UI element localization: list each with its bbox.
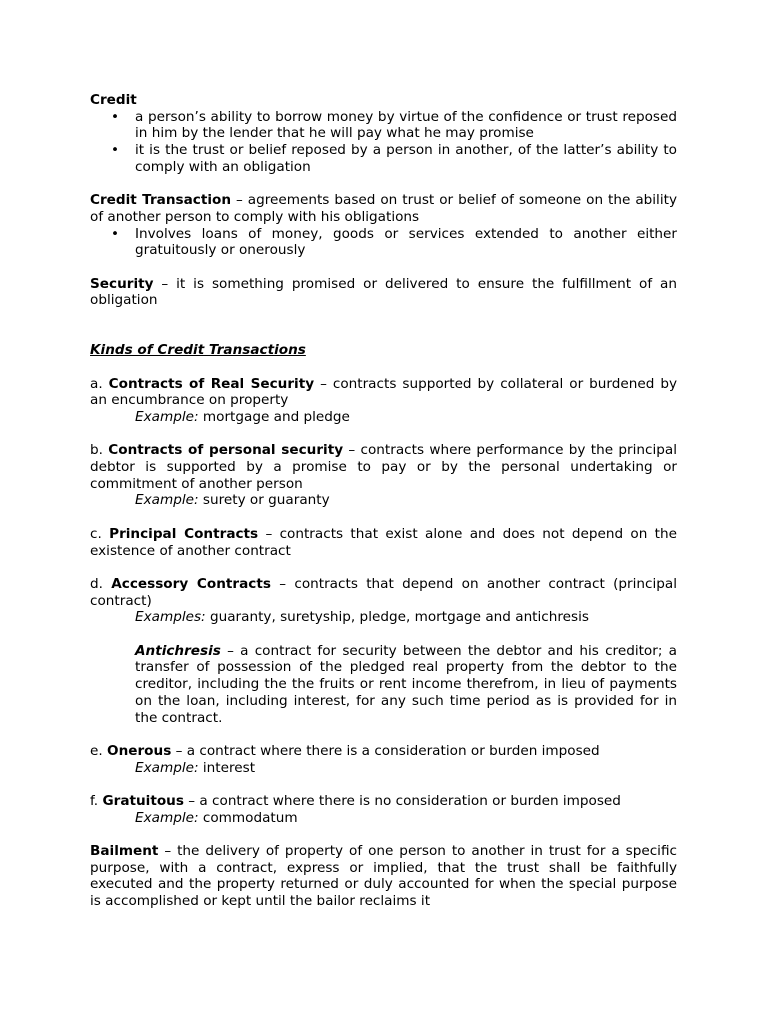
credit-bullet: • a person’s ability to borrow money by virtue of the confidence or trust reposed in him by the lender that he will pay what he may promise [90, 109, 677, 142]
example-label: Example: [135, 759, 199, 776]
item-definition: – a contract where there is a consideration or burden imposed [171, 742, 600, 759]
item-definition: – contracts that depend on another contract (principal contract) [90, 575, 677, 609]
kind-item-onerous [90, 743, 677, 760]
item-letter: a. [90, 375, 109, 392]
example-text: commodatum [198, 809, 298, 826]
example-text: interest [198, 759, 256, 776]
item-term: Contracts of Real Security [108, 375, 315, 392]
credit-transaction-definition: – agreements based on trust or belief of someone on the ability of another person to comply with his obligations [90, 192, 677, 225]
example-label: Examples: [135, 609, 206, 626]
antichresis-definition: – a contract for security between the debtor and his creditor; a transfer of possession of the pledged real property from the debtor to the creditor, including the the fruits or rent income therefrom, in lieu of payments on the loan, including interest, for any such time period as is provided for in the contract. [135, 642, 677, 726]
item-term: Principal Contracts [109, 525, 259, 542]
antichresis-term: Antichresis [135, 642, 221, 659]
example-text: surety or guaranty [198, 492, 330, 509]
item-definition: – contracts that exist alone and does not depend on the existence of another contract [90, 525, 677, 559]
item-definition: – contracts supported by collateral or burdened by an encumbrance on property [90, 375, 677, 409]
bailment-paragraph [90, 843, 677, 910]
credit-transaction-term: Credit Transaction [90, 192, 232, 209]
credit-bullet: • it is the trust or belief reposed by a person in another, of the latter’s ability to comply with an obligation [90, 142, 677, 175]
item-letter: d. [90, 575, 112, 592]
item-example [90, 609, 677, 626]
security-paragraph [90, 276, 677, 309]
item-letter: e. [90, 742, 108, 759]
credit-term: Credit [90, 92, 137, 108]
kind-item-principal-contracts [90, 526, 677, 559]
item-example [90, 810, 677, 827]
item-term: Onerous [107, 742, 172, 759]
example-text: mortgage and pledge [198, 408, 350, 425]
security-term: Security [90, 275, 154, 292]
item-term: Accessory Contracts [111, 575, 271, 592]
kind-item-accessory-contracts [90, 576, 677, 609]
example-label: Example: [135, 809, 199, 826]
bailment-term: Bailment [90, 843, 159, 860]
item-example [90, 760, 677, 777]
example-text: guaranty, suretyship, pledge, mortgage and antichresis [205, 609, 589, 626]
item-letter: b. [90, 442, 109, 459]
antichresis-note [90, 643, 677, 727]
kind-item-personal-security [90, 442, 677, 492]
credit-transaction-bullet: • Involves loans of money, goods or services extended to another either gratuitously or onerously [90, 226, 677, 259]
item-example [90, 492, 677, 509]
item-letter: f. [90, 792, 103, 809]
credit-transaction-paragraph [90, 192, 677, 225]
kind-item-gratuitous [90, 793, 677, 810]
bailment-definition: – the delivery of property of one person to another in trust for a specific purpose, with a contract, express or implied, that the trust shall be faithfully executed and the property returned or duly accounted for when the special purpose is accomplished or kept until the bailor reclaims it [90, 843, 677, 910]
kinds-heading: Kinds of Credit Transactions [90, 342, 306, 359]
security-definition: – it is something promised or delivered to ensure the fulfillment of an obligation [90, 275, 677, 309]
item-term: Gratuitous [102, 792, 184, 809]
kind-item-real-security [90, 376, 677, 409]
credit-transaction-bullet-list [90, 226, 677, 259]
credit-bullet-list [90, 109, 677, 176]
example-label: Example: [135, 408, 199, 425]
item-example [90, 409, 677, 426]
item-term: Contracts of personal security [108, 442, 344, 459]
item-definition: – contracts where performance by the principal debtor is supported by a promise to pay or by the personal undertaking or commitment of another person [90, 442, 677, 492]
document-body [90, 92, 677, 910]
item-definition: – a contract where there is no consideration or burden imposed [183, 792, 621, 809]
item-letter: c. [90, 525, 110, 542]
example-label: Example: [135, 492, 199, 509]
